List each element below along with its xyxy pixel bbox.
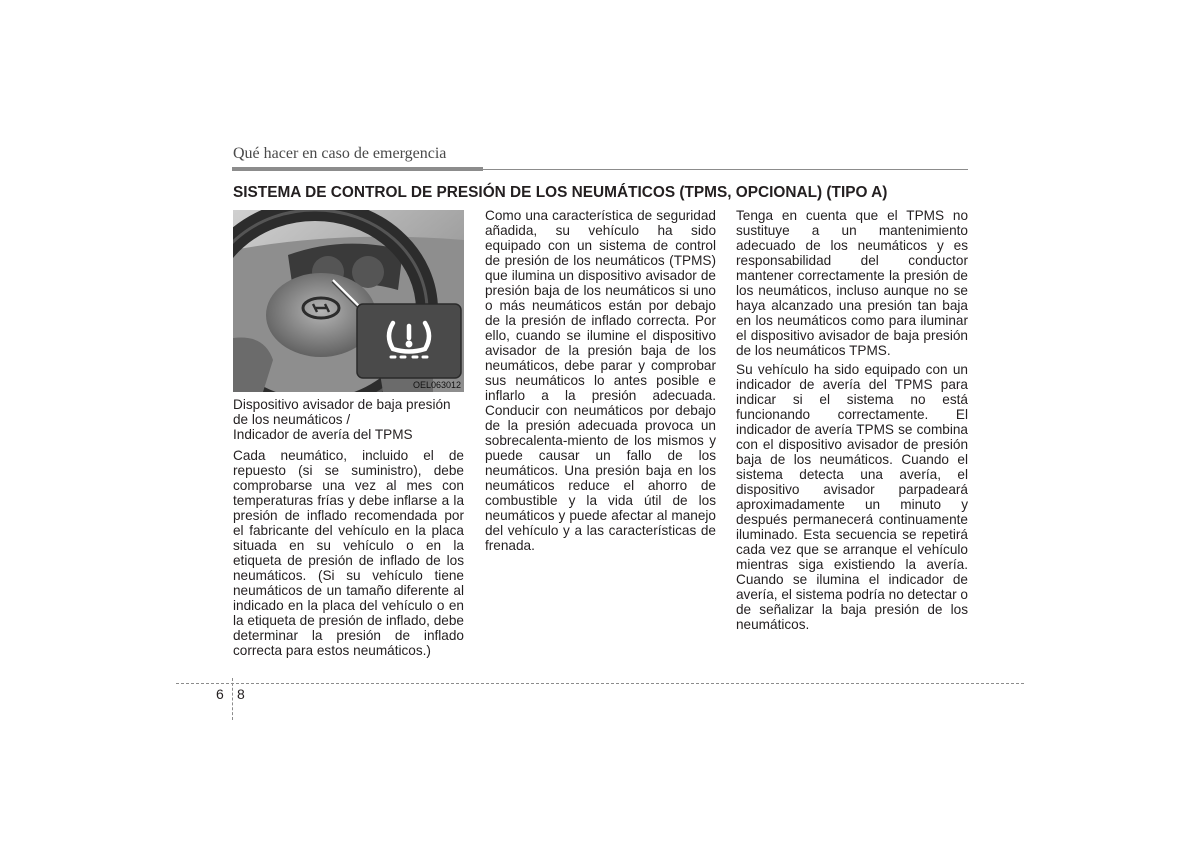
column-3 — [736, 208, 968, 632]
column-1 — [233, 397, 464, 658]
column-2 — [485, 208, 716, 553]
paragraph-tire-check: Cada neumático, incluido el de repuesto (si se suministro), debe comprobarse una vez al mes con temperaturas frías y debe inflarse a la presión de inflado recomendada por el fabricante del vehículo en la placa situada en su vehículo o en la etiqueta de presión de inflado de los neumáticos. (Si su vehículo tiene neumáticos de un tamaño diferente al indicado en la placa del vehículo o en la etiqueta de presión de inflado, debe determinar la presión de inflado correcta para estos neumáticos.) — [233, 448, 464, 658]
paragraph-tpms-intro: Como una característica de seguridad añadida, su vehículo ha sido equipado con un sistema de control de presión de los neumáticos (TPMS) que ilumina un dispositivo avisador de presión baja de los neumáticos si uno o más neumáticos están por debajo de la presión de inflado correcta. Por ello, cuando se ilumine el dispositivo avisador de la presión baja de los neumáticos, debe parar y comprobar sus neumáticos lo antes posible e inflarlo a la presión adecuada. Conducir con neumáticos por debajo de la presión adecuada provoca un sobrecalenta-miento de los mismos y puede causar un fallo de los neumáticos. Una presión baja en los neumáticos reduce el ahorro de combustible y la vida útil de los neumáticos y puede afectar al manejo del vehículo y a las características de frenada. — [485, 208, 716, 553]
steering-wheel-illustration — [233, 210, 464, 392]
paragraph-tpms-malfunction: Su vehículo ha sido equipado con un indicador de avería del TPMS para indicar si el sistema no está funcionando correctamente. El indicador de avería TPMS se combina con el dispositivo avisador de presión baja de los neumáticos. Cuando el sistema detecta una avería, el dispositivo avisador parpadeará aproximadamente un minuto y después permanecerá continuamente iluminado. Esta secuencia se repetirá cada vez que se arranque el vehículo mientras siga existiendo la avería. Cuando se ilumina el indicador de avería, el sistema podría no detectar o de señalizar la baja presión de los neumáticos. — [736, 362, 968, 632]
chapter-number: 6 — [216, 686, 224, 702]
footer-rule — [176, 683, 1024, 684]
figure-code: OEL063012 — [412, 380, 461, 390]
figure-caption — [233, 397, 464, 442]
section-title: SISTEMA DE CONTROL DE PRESIÓN DE LOS NEUMÁTICOS (TPMS, OPCIONAL) (TIPO A) — [233, 184, 888, 201]
header-rule-thick — [232, 167, 483, 171]
footer-divider — [232, 678, 233, 720]
header-rule-thin — [483, 169, 968, 170]
caption-line: Dispositivo avisador de baja presión — [233, 397, 451, 412]
page-number: 8 — [237, 686, 245, 702]
dashboard-figure — [233, 210, 464, 392]
caption-line: Indicador de avería del TPMS — [233, 427, 413, 442]
page-header-title: Qué hacer en caso de emergencia — [233, 145, 447, 162]
paragraph-tpms-maintenance: Tenga en cuenta que el TPMS no sustituye a un mantenimiento adecuado de los neumáticos y es responsabilidad del conductor mantener correctamente la presión de los neumáticos, incluso aunque no se haya alcanzado una presión tan baja en los neumáticos como para iluminar el dispositivo avisador de baja presión de los neumáticos TPMS. — [736, 208, 968, 358]
caption-line: de los neumáticos / — [233, 412, 351, 427]
